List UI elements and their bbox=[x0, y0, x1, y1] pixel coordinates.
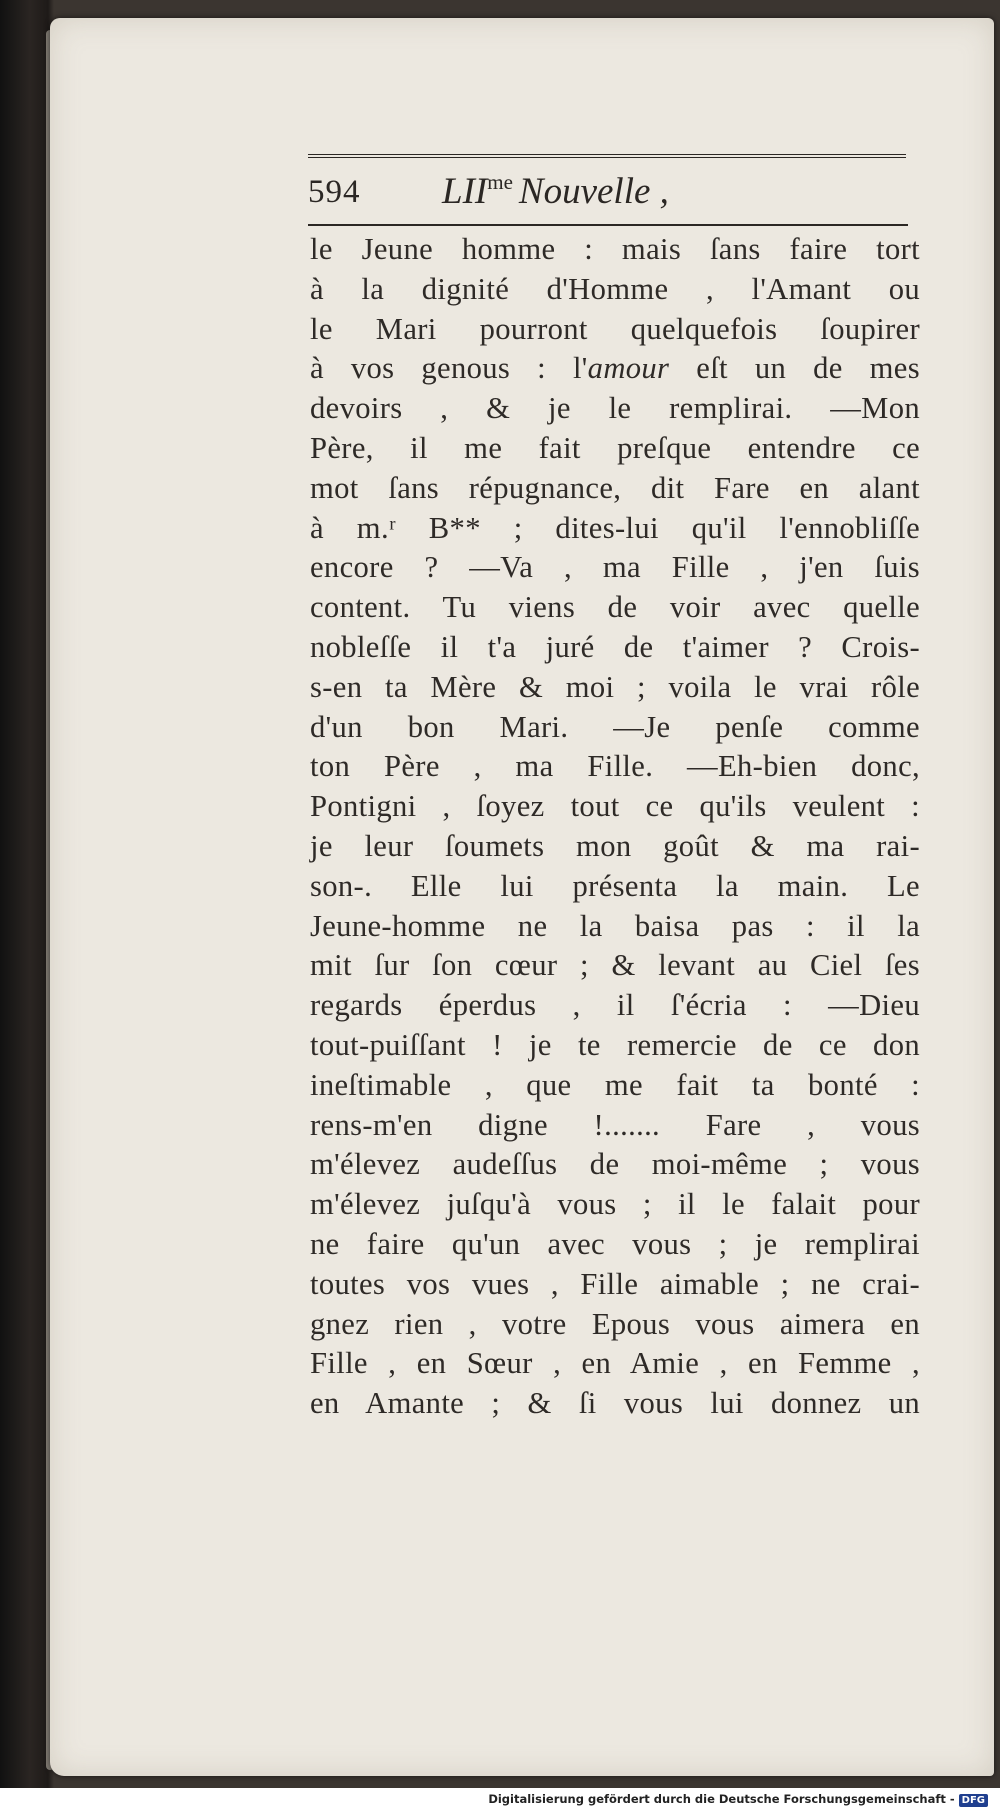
text-line bbox=[310, 230, 920, 270]
text-line-segment: mit ſur ſon cœur ; & levant au Ciel ſes bbox=[310, 948, 920, 983]
text-line-segment: gnez rien , votre Epous vous aimera en bbox=[310, 1306, 920, 1341]
text-line-segment: ineſtimable , que me fait ta bonté : bbox=[310, 1067, 920, 1102]
credit-text: Digitalisierung gefördert durch die Deutsche Forschungsgemeinschaft - bbox=[488, 1792, 955, 1806]
text-line bbox=[310, 867, 920, 907]
text-line-segment: eſt un de mes bbox=[669, 351, 920, 386]
text-line bbox=[310, 1026, 920, 1066]
text-line bbox=[310, 588, 920, 628]
text-line-segment: Jeune-homme ne la baisa pas : il la bbox=[310, 908, 920, 943]
text-line-segment: Pontigni , ſoyez tout ce qu'ils veulent : bbox=[310, 789, 920, 824]
text-line bbox=[310, 270, 920, 310]
text-line-segment: Père, il me fait preſque entendre ce bbox=[310, 430, 920, 465]
italic-word: amour bbox=[587, 351, 670, 386]
text-line-segment: à la dignité d'Homme , l'Amant ou bbox=[310, 271, 920, 306]
text-line bbox=[310, 1185, 920, 1225]
text-line bbox=[310, 747, 920, 787]
text-line bbox=[310, 1344, 920, 1384]
text-line-segment: ton Père , ma Fille. —Eh-bien donc, bbox=[310, 749, 920, 784]
text-line-segment: en Amante ; & ſi vous lui donnez un bbox=[310, 1386, 920, 1421]
text-line bbox=[310, 1305, 920, 1345]
text-line bbox=[310, 1145, 920, 1185]
running-title-rest: Nouvelle , bbox=[518, 171, 669, 212]
running-title bbox=[442, 170, 669, 213]
text-line bbox=[310, 429, 920, 469]
digitization-credit bbox=[488, 1792, 988, 1807]
text-line bbox=[310, 1265, 920, 1305]
text-line bbox=[310, 628, 920, 668]
header-rule-top bbox=[308, 154, 906, 158]
text-line bbox=[310, 1066, 920, 1106]
text-line-segment: son-. Elle lui présenta la main. Le bbox=[310, 868, 920, 903]
body-text bbox=[310, 230, 920, 1424]
text-line-segment: toutes vos vues , Fille aimable ; ne crai- bbox=[310, 1266, 920, 1301]
text-line-segment: nobleſſe il t'a juré de t'aimer ? Crois- bbox=[310, 629, 920, 664]
text-line bbox=[310, 509, 920, 549]
text-line bbox=[310, 708, 920, 748]
text-line bbox=[310, 1384, 920, 1424]
text-line-segment: à m.ʳ B** ; dites-lui qu'il l'ennobliſſe bbox=[310, 510, 920, 545]
text-line bbox=[310, 310, 920, 350]
text-line bbox=[310, 548, 920, 588]
text-line-segment: le Mari pourront quelquefois ſoupirer bbox=[310, 311, 920, 346]
text-line-segment: regards éperdus , il ſ'écria : —Dieu bbox=[310, 988, 920, 1023]
text-line-segment: encore ? —Va , ma Fille , j'en ſuis bbox=[310, 550, 920, 585]
text-line-segment: m'élevez audeſſus de moi-même ; vous bbox=[310, 1147, 920, 1182]
text-line-segment: rens-m'en digne !....... Fare , vous bbox=[310, 1107, 920, 1142]
text-line-segment: Fille , en Sœur , en Amie , en Femme , bbox=[310, 1346, 920, 1381]
text-line bbox=[310, 1106, 920, 1146]
text-line bbox=[310, 907, 920, 947]
text-line-segment: s-en ta Mère & moi ; voila le vrai rôle bbox=[310, 669, 920, 704]
text-line-segment: mot ſans répugnance, dit Fare en alant bbox=[310, 470, 920, 505]
text-line-segment: ne faire qu'un avec vous ; je remplirai bbox=[310, 1226, 920, 1261]
running-title-main: LII bbox=[442, 171, 488, 212]
text-line bbox=[310, 787, 920, 827]
text-line-segment: m'élevez juſqu'à vous ; il le falait pour bbox=[310, 1187, 920, 1222]
running-title-superscript: me bbox=[487, 170, 513, 194]
text-line-segment: devoirs , & je le remplirai. —Mon bbox=[310, 391, 920, 426]
running-head bbox=[308, 166, 908, 218]
text-line bbox=[310, 946, 920, 986]
text-line bbox=[310, 668, 920, 708]
text-line-segment: tout-puiſſant ! je te remercie de ce don bbox=[310, 1027, 920, 1062]
text-line bbox=[310, 469, 920, 509]
text-line bbox=[310, 986, 920, 1026]
header-rule-bottom bbox=[308, 224, 908, 226]
dfg-logo: DFG bbox=[959, 1794, 988, 1807]
text-line-segment: d'un bon Mari. —Je penſe comme bbox=[310, 709, 920, 744]
page-number: 594 bbox=[308, 174, 361, 210]
text-line-segment: content. Tu viens de voir avec quelle bbox=[310, 590, 920, 625]
text-line-segment: je leur ſoumets mon goût & ma rai- bbox=[310, 828, 920, 863]
text-line-segment: le Jeune homme : mais ſans faire tort bbox=[310, 232, 920, 266]
text-line bbox=[310, 827, 920, 867]
text-line bbox=[310, 389, 920, 429]
text-line-segment: à vos genous : l' bbox=[310, 351, 588, 386]
text-line bbox=[310, 349, 920, 389]
text-line bbox=[310, 1225, 920, 1265]
